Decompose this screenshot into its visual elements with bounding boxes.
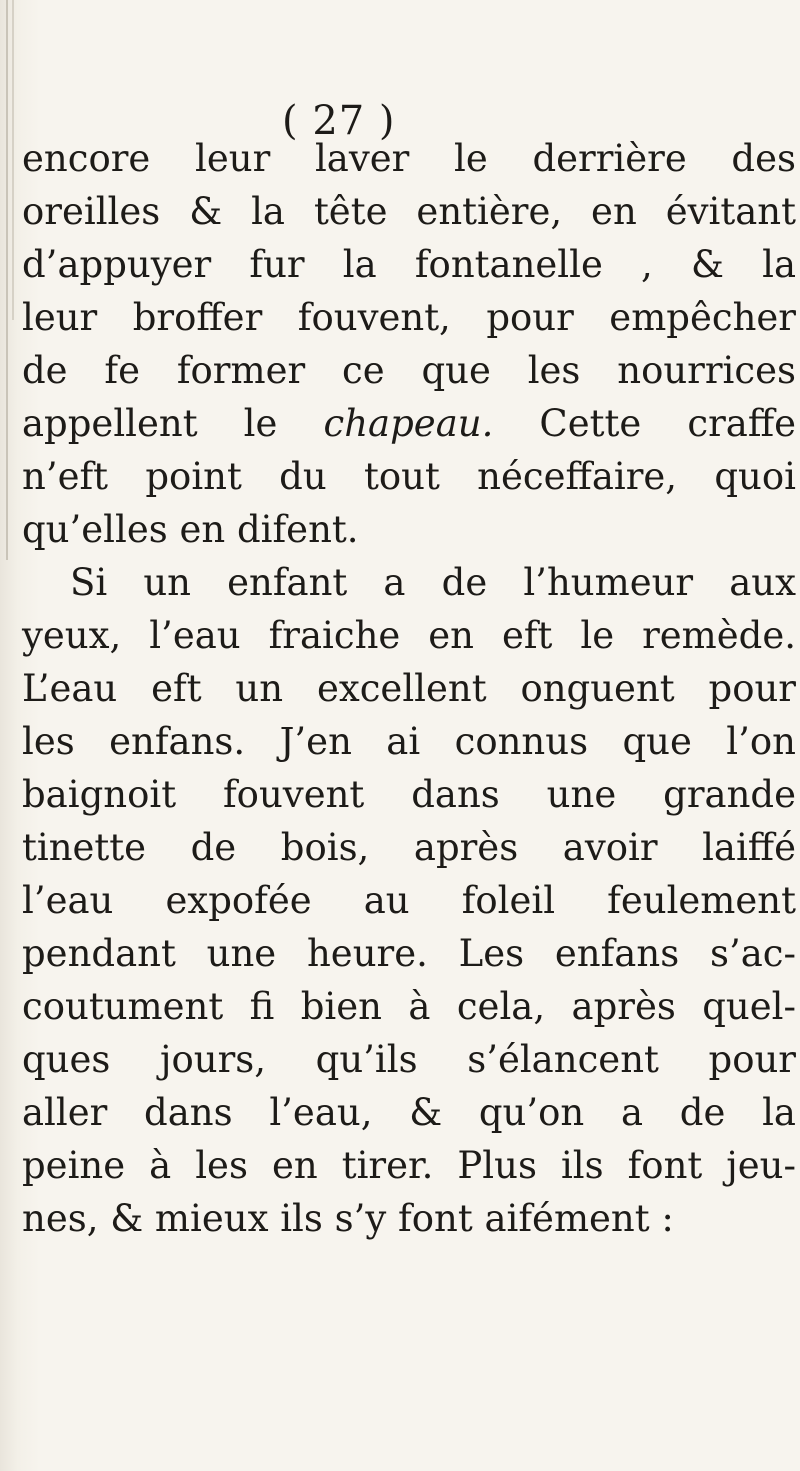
text-line: de fe former ce que les nourrices: [22, 349, 796, 392]
text-line: baignoit fouvent dans une grande: [22, 773, 796, 816]
text-line: ques jours, qu’ils s’élancent pour: [22, 1038, 796, 1081]
page-number: ( 27 ): [282, 98, 396, 144]
text-line: tinette de bois, après avoir laiffé: [22, 826, 796, 869]
text-line: nes, & mieux ils s’y font aifément :: [22, 1197, 674, 1240]
text-line: les enfans. J’en ai connus que l’on: [22, 720, 796, 763]
text-line: L’eau eft un excellent onguent pour: [22, 667, 796, 710]
text-line: n’eft point du tout néceffaire, quoi: [22, 455, 796, 498]
text-line: encore leur laver le derrière des: [22, 137, 796, 180]
text-line: qu’elles en difent.: [22, 508, 359, 551]
text-line: l’eau expofée au foleil feulement: [22, 879, 796, 922]
text-line: d’appuyer fur la fontanelle , & la: [22, 243, 796, 286]
text-line: leur broffer fouvent, pour empêcher: [22, 296, 796, 339]
text-line: aller dans l’eau, & qu’on a de la: [22, 1091, 796, 1134]
text-line: yeux, l’eau fraiche en eft le remède.: [22, 614, 796, 657]
text-line: [22, 397, 796, 450]
text-line: coutument fi bien à cela, après quel-: [22, 985, 796, 1028]
text-line: oreilles & la tête entière, en évitant: [22, 190, 796, 233]
text-segment: Cette craffe: [493, 402, 797, 445]
body-text: [22, 132, 796, 1245]
paragraph-start-line: Si un enfant a de l’humeur aux: [70, 561, 796, 604]
binding-edge: [6, 0, 8, 560]
italic-term: chapeau.: [323, 402, 494, 445]
text-line: pendant une heure. Les enfans s’ac-: [22, 932, 796, 975]
binding-edge-shadow: [12, 0, 14, 320]
text-segment: appellent le: [22, 402, 324, 445]
text-line: peine à les en tirer. Plus ils font jeu-: [22, 1144, 796, 1187]
